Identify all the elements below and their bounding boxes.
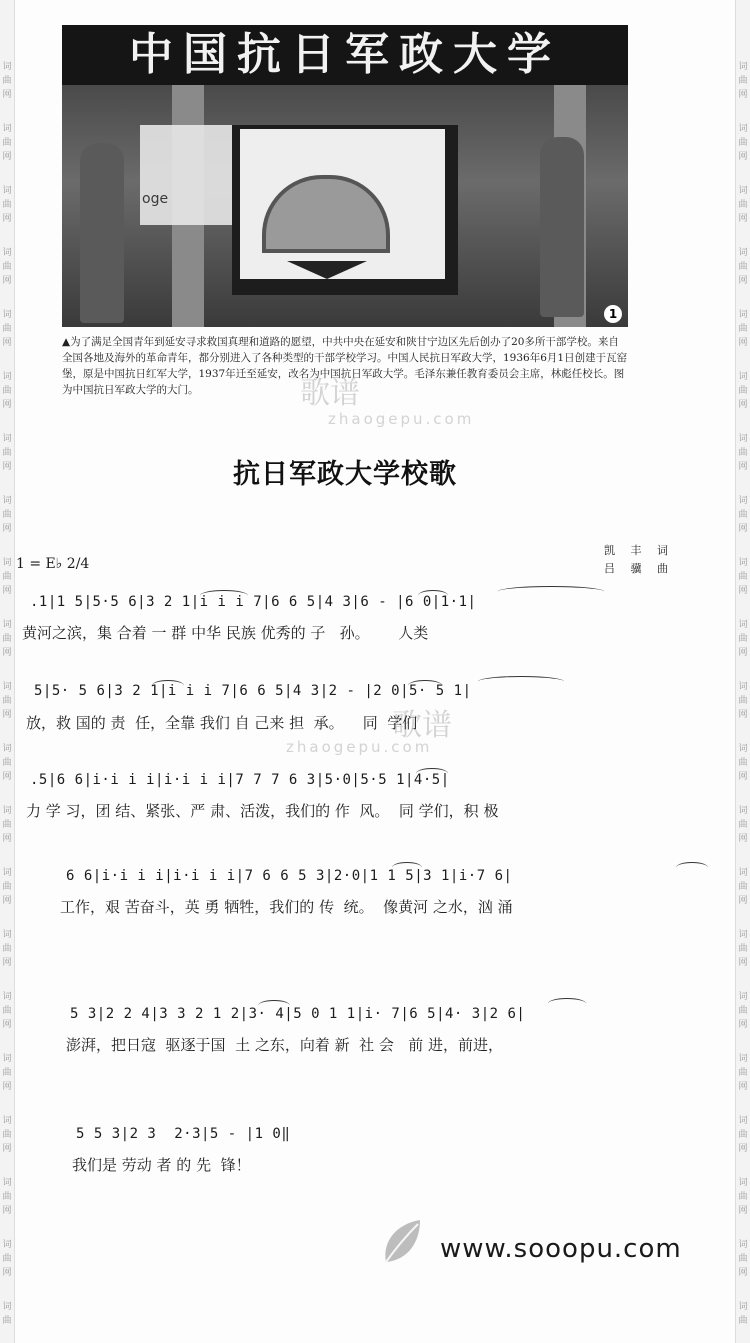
margin-watermark-mark: 网 xyxy=(2,400,12,410)
margin-watermark-mark: 曲 xyxy=(738,634,748,644)
site-url: www.sooopu.com xyxy=(440,1234,682,1264)
slur-arc xyxy=(152,680,184,691)
margin-watermark-mark: 网 xyxy=(738,400,748,410)
margin-watermark-mark: 网 xyxy=(738,834,748,844)
margin-watermark-mark: 词 xyxy=(738,496,748,506)
margin-watermark-mark: 词 xyxy=(738,248,748,258)
song-title: 抗日军政大学校歌 xyxy=(233,459,457,490)
slur-arc xyxy=(200,590,248,601)
score-line-6-notes: 5 5 3|2 3 2·3|5 - |1 0‖ xyxy=(76,1126,291,1142)
margin-watermark-mark: 曲 xyxy=(2,324,12,334)
margin-watermark-mark: 词 xyxy=(738,930,748,940)
margin-watermark-mark: 网 xyxy=(738,524,748,534)
margin-watermark-mark: 曲 xyxy=(738,1316,748,1326)
margin-watermark-mark: 词 xyxy=(738,1240,748,1250)
margin-watermark-mark: 曲 xyxy=(2,1192,12,1202)
margin-watermark-mark: 词 xyxy=(2,1178,12,1188)
margin-watermark-mark: 网 xyxy=(2,834,12,844)
margin-watermark-mark: 网 xyxy=(738,958,748,968)
margin-watermark-mark: 词 xyxy=(2,992,12,1002)
score-line-6-lyrics: 我们是 劳动 者 的 先 锋！ xyxy=(72,1156,251,1174)
margin-watermark-mark: 网 xyxy=(2,214,12,224)
slur-arc xyxy=(408,680,442,691)
margin-watermark-mark: 曲 xyxy=(2,510,12,520)
score-line-1-lyrics: 黄河之滨，集 合着 一 群 中华 民族 优秀的 子 孙。 人类 xyxy=(22,624,429,642)
margin-watermark-mark: 网 xyxy=(2,338,12,348)
margin-watermark-mark: 曲 xyxy=(738,882,748,892)
score-line-3-lyrics: 力 学 习，团 结、紧张、严 肃、活泼，我们的 作 风。 同 学们，积 极 xyxy=(26,802,499,820)
lyricist-credit: 凯 丰 词 xyxy=(604,544,674,557)
margin-watermark-mark: 曲 xyxy=(738,1192,748,1202)
score-line-5-lyrics: 澎湃，把日寇 驱逐于国 土 之东，向着 新 社 会 前 进，前进， xyxy=(66,1036,503,1054)
margin-watermark-mark: 网 xyxy=(2,1082,12,1092)
margin-watermark-mark: 网 xyxy=(738,462,748,472)
slur-arc xyxy=(258,1000,290,1011)
margin-watermark-mark: 词 xyxy=(2,434,12,444)
margin-watermark-mark: 网 xyxy=(738,710,748,720)
photo-gate-step xyxy=(287,261,367,279)
margin-watermark-mark: 词 xyxy=(738,124,748,134)
margin-watermark-mark: 曲 xyxy=(738,696,748,706)
margin-watermark-mark: 词 xyxy=(2,620,12,630)
margin-watermark-mark: 词 xyxy=(738,310,748,320)
margin-watermark-mark: 曲 xyxy=(2,1316,12,1326)
margin-watermark-mark: 曲 xyxy=(2,448,12,458)
score-line-3-notes: .5|6 6|i·i i i|i·i i i|7 7 7 6 3|5·0|5·5 1|4·5| xyxy=(30,772,450,788)
slur-arc xyxy=(392,862,422,873)
photo-caption: ▲为了满足全国青年到延安寻求救国真理和道路的愿望，中共中央在延安和陕甘宁边区先后创办了20多所干部学校。来自全国各地及海外的革命青年，都分别进入了各种类型的干部学校学习。中国人民抗日军政大学，1936年6月1日创建于瓦窑堡，原是中国抗日红军大学，1937年迁至延安，改名为中国抗日军政大学。毛泽东兼任教育委员会主席，林彪任校长。图为中国抗日军政大学的大门。 xyxy=(62,336,628,396)
margin-watermark-mark: 网 xyxy=(738,276,748,286)
margin-watermark-mark: 曲 xyxy=(2,758,12,768)
margin-watermark-mark: 词 xyxy=(2,682,12,692)
gate-photo xyxy=(62,25,628,327)
watermark-sign xyxy=(140,125,232,225)
margin-watermark-mark: 网 xyxy=(2,958,12,968)
margin-watermark-mark: 曲 xyxy=(738,1254,748,1264)
watermark-logo: 歌谱 xyxy=(300,376,360,411)
margin-watermark-mark: 曲 xyxy=(738,758,748,768)
photo-soldier-right xyxy=(540,137,584,317)
margin-watermark-mark: 词 xyxy=(2,310,12,320)
margin-watermark-mark: 词 xyxy=(738,62,748,72)
margin-watermark-mark: 曲 xyxy=(738,1006,748,1016)
margin-watermark-mark: 词 xyxy=(738,620,748,630)
margin-watermark-mark: 网 xyxy=(738,648,748,658)
margin-watermark-mark: 网 xyxy=(2,524,12,534)
margin-watermark-mark: 词 xyxy=(738,868,748,878)
margin-watermark-mark: 曲 xyxy=(2,386,12,396)
margin-watermark-mark: 网 xyxy=(738,1206,748,1216)
margin-watermark-mark: 曲 xyxy=(2,262,12,272)
margin-watermark-mark: 曲 xyxy=(2,138,12,148)
margin-watermark-mark: 网 xyxy=(2,710,12,720)
margin-watermark-mark: 网 xyxy=(738,1082,748,1092)
photo-soldier-left xyxy=(80,143,124,323)
margin-watermark-mark: 网 xyxy=(738,772,748,782)
score-line-2-lyrics: 放，救 国的 责 任，全靠 我们 自 己来 担 承。 同 学们 xyxy=(26,714,418,732)
margin-watermark-mark: 网 xyxy=(2,1020,12,1030)
margin-watermark-mark: 网 xyxy=(738,1268,748,1278)
score-line-5-notes: 5 3|2 2 4|3 3 2 1 2|3· 4|5 0 1 1|i· 7|6 5|4· 3|2 6| xyxy=(70,1006,526,1022)
margin-watermark-mark: 曲 xyxy=(738,324,748,334)
margin-watermark-mark: 曲 xyxy=(2,882,12,892)
margin-watermark-mark: 曲 xyxy=(738,944,748,954)
margin-watermark-mark: 网 xyxy=(738,896,748,906)
margin-watermark-mark: 网 xyxy=(738,338,748,348)
watermark-url-2: zhaogepu.com xyxy=(286,738,433,756)
slur-arc xyxy=(548,998,586,1009)
margin-watermark-mark: 词 xyxy=(738,372,748,382)
margin-watermark-mark: 曲 xyxy=(738,1068,748,1078)
margin-watermark-mark: 词 xyxy=(2,744,12,754)
figure-number-badge: 1 xyxy=(604,305,622,323)
margin-watermark-mark: 曲 xyxy=(2,1130,12,1140)
watermark-url: zhaogepu.com xyxy=(328,410,475,428)
margin-watermark-mark: 曲 xyxy=(2,944,12,954)
margin-watermark-mark: 网 xyxy=(2,1206,12,1216)
margin-watermark-mark: 曲 xyxy=(2,1006,12,1016)
sign-text: oge xyxy=(142,191,169,207)
margin-watermark-mark: 曲 xyxy=(2,572,12,582)
photo-banner: 中国抗日军政大学 xyxy=(62,25,628,85)
margin-watermark-mark: 网 xyxy=(738,214,748,224)
margin-watermark-mark: 网 xyxy=(738,1144,748,1154)
margin-watermark-mark: 词 xyxy=(2,1240,12,1250)
margin-watermark-mark: 曲 xyxy=(738,386,748,396)
margin-watermark-mark: 曲 xyxy=(738,448,748,458)
margin-watermark-mark: 曲 xyxy=(738,200,748,210)
margin-watermark-mark: 词 xyxy=(2,558,12,568)
margin-watermark-mark: 词 xyxy=(2,806,12,816)
margin-watermark-mark: 词 xyxy=(738,1054,748,1064)
score-line-1-notes: .1|1 5|5·5 6|3 2 1|i i i 7|6 6 5|4 3|6 - |6 0|1·1| xyxy=(30,594,477,610)
key-signature: 1 = E♭ 2/4 xyxy=(16,556,90,572)
slur-arc xyxy=(676,862,708,873)
margin-watermark-mark: 词 xyxy=(2,186,12,196)
composer-credit: 吕 骥 曲 xyxy=(604,562,674,575)
margin-watermark-mark: 曲 xyxy=(738,572,748,582)
margin-watermark-mark: 词 xyxy=(2,930,12,940)
margin-watermark-mark: 网 xyxy=(738,152,748,162)
margin-watermark-mark: 曲 xyxy=(2,696,12,706)
margin-watermark-mark: 词 xyxy=(738,1302,748,1312)
slur-arc xyxy=(416,768,448,779)
margin-watermark-mark: 词 xyxy=(738,1178,748,1188)
margin-watermark-mark: 网 xyxy=(2,648,12,658)
margin-watermark-mark: 曲 xyxy=(738,262,748,272)
left-margin-strip xyxy=(0,0,15,1343)
margin-watermark-mark: 曲 xyxy=(2,1254,12,1264)
margin-watermark-mark: 曲 xyxy=(738,510,748,520)
margin-watermark-mark: 词 xyxy=(2,1116,12,1126)
margin-watermark-mark: 网 xyxy=(2,1144,12,1154)
margin-watermark-mark: 网 xyxy=(2,152,12,162)
tie-arc xyxy=(478,676,564,687)
margin-watermark-mark: 词 xyxy=(738,806,748,816)
score-line-2-notes: 5|5· 5 6|3 2 1|i i i 7|6 6 5|4 3|2 - |2 0|5· 5 1| xyxy=(34,683,472,699)
margin-watermark-mark: 网 xyxy=(2,90,12,100)
margin-watermark-mark: 词 xyxy=(2,496,12,506)
margin-watermark-mark: 网 xyxy=(2,462,12,472)
margin-watermark-mark: 词 xyxy=(738,1116,748,1126)
margin-watermark-mark: 网 xyxy=(2,1268,12,1278)
margin-watermark-mark: 词 xyxy=(738,558,748,568)
margin-watermark-mark: 词 xyxy=(2,868,12,878)
margin-watermark-mark: 曲 xyxy=(2,76,12,86)
margin-watermark-mark: 词 xyxy=(738,434,748,444)
margin-watermark-mark: 曲 xyxy=(738,820,748,830)
margin-watermark-mark: 曲 xyxy=(2,634,12,644)
margin-watermark-mark: 词 xyxy=(2,1054,12,1064)
margin-watermark-mark: 网 xyxy=(738,90,748,100)
tie-arc xyxy=(498,586,604,597)
margin-watermark-mark: 词 xyxy=(738,992,748,1002)
margin-watermark-mark: 曲 xyxy=(2,200,12,210)
margin-watermark-mark: 曲 xyxy=(2,820,12,830)
margin-watermark-mark: 网 xyxy=(2,586,12,596)
margin-watermark-mark: 曲 xyxy=(738,1130,748,1140)
slur-arc xyxy=(418,590,448,601)
right-margin-strip xyxy=(735,0,750,1343)
margin-watermark-mark: 网 xyxy=(738,1020,748,1030)
leaf-logo-icon xyxy=(378,1216,424,1268)
margin-watermark-mark: 词 xyxy=(738,744,748,754)
margin-watermark-mark: 曲 xyxy=(738,76,748,86)
score-line-4-notes: 6 6|i·i i i|i·i i i|7 6 6 5 3|2·0|1 1 5|3 1|i·7 6| xyxy=(66,868,513,884)
watermark-logo-2: 歌谱 xyxy=(392,708,452,743)
margin-watermark-mark: 网 xyxy=(738,586,748,596)
margin-watermark-mark: 词 xyxy=(2,248,12,258)
margin-watermark-mark: 网 xyxy=(2,276,12,286)
score-line-4-lyrics: 工作，艰 苦奋斗，英 勇 牺牲，我们的 传 统。 像黄河 之水，汹 涌 xyxy=(60,898,513,916)
margin-watermark-mark: 词 xyxy=(738,186,748,196)
margin-watermark-mark: 词 xyxy=(738,682,748,692)
margin-watermark-mark: 词 xyxy=(2,1302,12,1312)
margin-watermark-mark: 曲 xyxy=(2,1068,12,1078)
margin-watermark-mark: 词 xyxy=(2,372,12,382)
margin-watermark-mark: 网 xyxy=(2,772,12,782)
margin-watermark-mark: 网 xyxy=(2,896,12,906)
margin-watermark-mark: 词 xyxy=(2,62,12,72)
margin-watermark-mark: 曲 xyxy=(738,138,748,148)
margin-watermark-mark: 词 xyxy=(2,124,12,134)
